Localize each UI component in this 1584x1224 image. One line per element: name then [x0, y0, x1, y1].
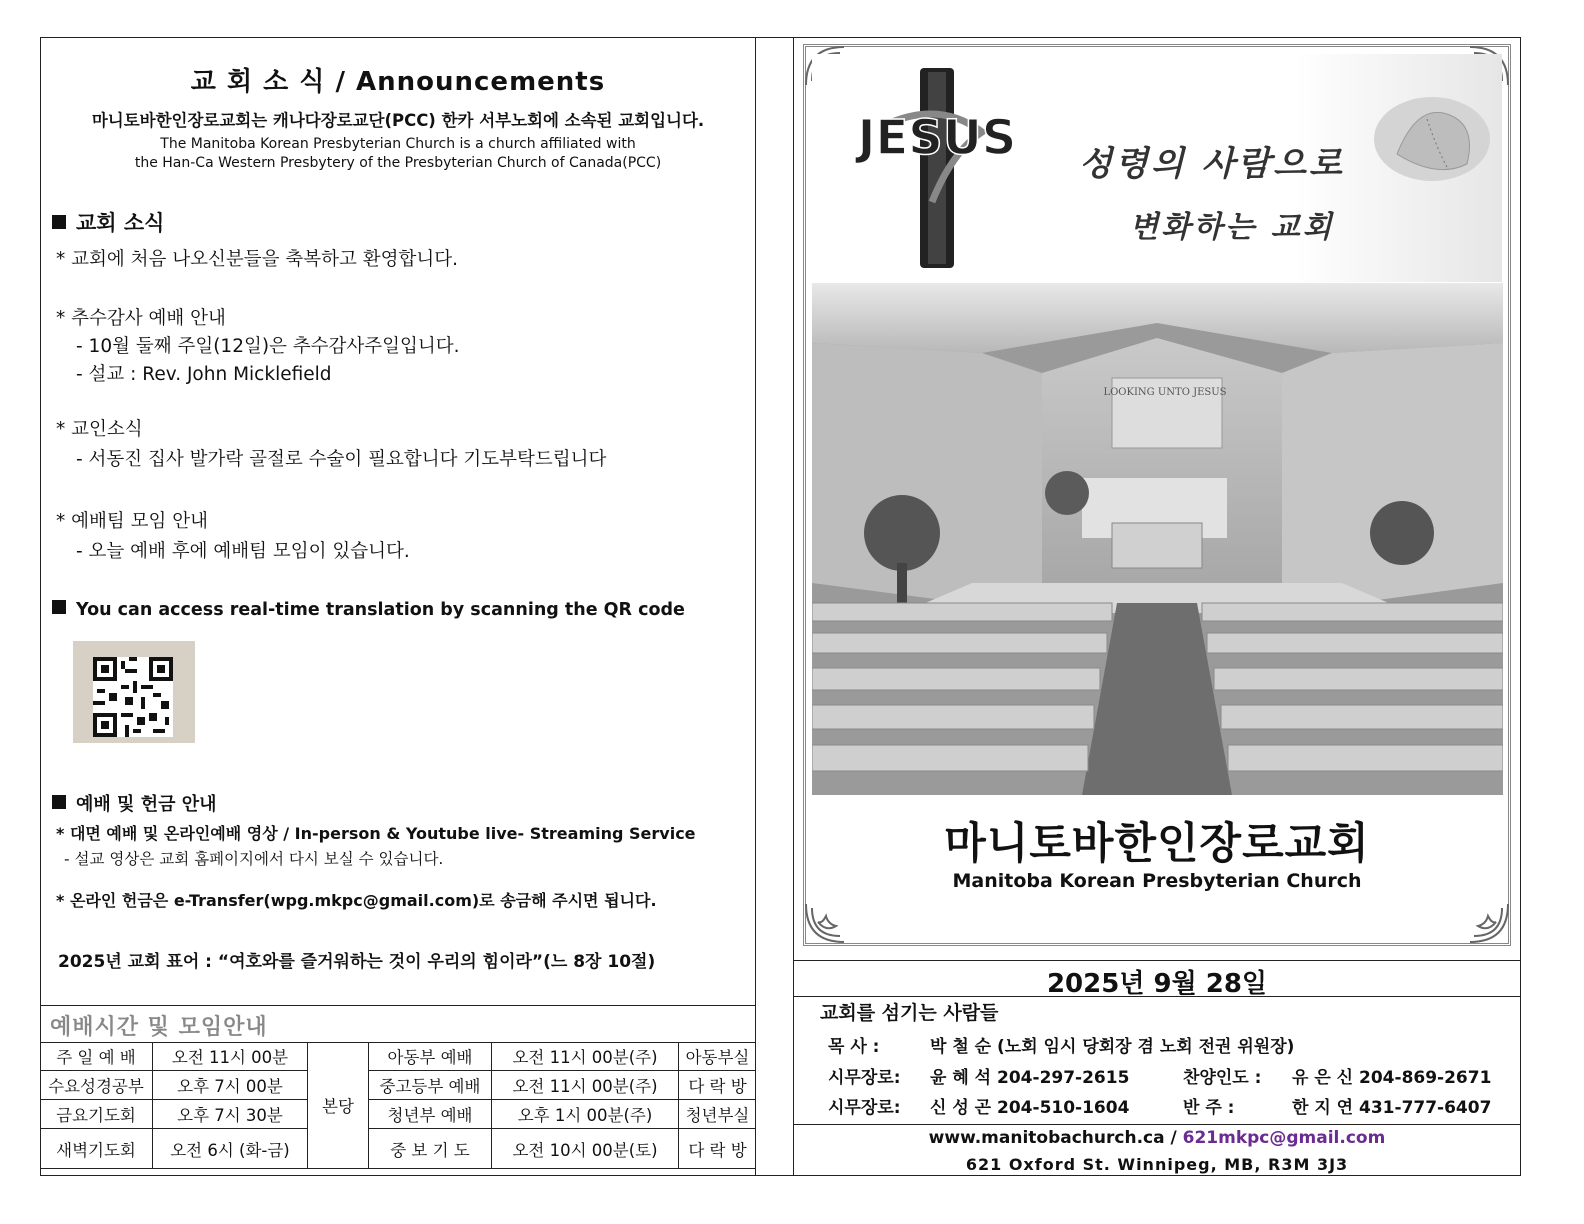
ornament-corner-icon: [1468, 902, 1510, 944]
table-row: [40, 1129, 756, 1169]
worship-service-info: * 대면 예배 및 온라인예배 영상 / In-person & Youtube live- Streaming Service: [56, 824, 696, 843]
schedule-time: 오후 1시 00분(주): [492, 1100, 679, 1129]
schedule-location: 다 락 방: [679, 1071, 757, 1100]
schedule-time: 오전 11시 00분(주): [492, 1071, 679, 1100]
church-motto: 2025년 교회 표어 : “여호와를 즐거워하는 것이 우리의 힘이라”(느 8장 10절): [58, 952, 656, 972]
schedule-name: 수요성경공부: [40, 1071, 153, 1100]
intro-english-line-1: The Manitoba Korean Presbyterian Church is a church affiliated with: [160, 136, 636, 152]
fold-line-right: [793, 37, 794, 1176]
pastor-name: 박 철 순 (노회 임시 당회장 겸 노회 전권 위원장): [930, 1037, 1295, 1057]
intro-korean: 마니토바한인장로교회는 캐나다장로교단(PCC) 한카 서부노회에 소속된 교회입니다.: [91, 111, 705, 130]
bulletin-date: 2025년 9월 28일: [1046, 969, 1268, 999]
slogan-line-1: 성령의 사람으로: [1079, 144, 1345, 184]
worship-team-item: - 오늘 예배 후에 예배팀 모임이 있습니다.: [76, 541, 410, 562]
schedule-time: 오전 11시 00분: [153, 1042, 308, 1071]
elder-1-contact: 윤 혜 석 204-297-2615: [930, 1068, 1130, 1088]
praise-leader-label: 찬양인도 :: [1183, 1068, 1262, 1088]
schedule-name: 아동부 예배: [369, 1042, 492, 1071]
email-link[interactable]: 621mkpc@gmail.com: [1182, 1128, 1386, 1148]
cover-banner: [812, 54, 1502, 282]
slogan-line-2: 변화하는 교회: [1129, 210, 1335, 245]
intro-english: [40, 135, 756, 173]
qr-code-icon: [93, 657, 173, 737]
online-offering-info: * 온라인 헌금은 e-Transfer(wpg.mkpc@gmail.com)로 송금해 주시면 됩니다.: [56, 891, 657, 910]
table-row: [40, 1071, 756, 1100]
svg-text:JESUS: JESUS: [857, 110, 1017, 166]
schedule-time: 오전 6시 (화-금): [153, 1129, 308, 1169]
sermon-video-info: - 설교 영상은 교회 홈페이지에서 다시 보실 수 있습니다.: [64, 850, 444, 868]
schedule-time: 오후 7시 30분: [153, 1100, 308, 1129]
thanksgiving-preacher: - 설교 : Rev. John Micklefield: [76, 364, 332, 385]
schedule-location: 청년부실: [679, 1100, 757, 1129]
contact-separator: /: [1164, 1128, 1183, 1148]
praying-hands-image: [1367, 84, 1497, 194]
divider: [793, 960, 1521, 961]
bullet-square-icon: [52, 215, 66, 229]
schedule-location: 다 락 방: [679, 1129, 757, 1169]
schedule-time: 오전 10시 00분(토): [492, 1129, 679, 1169]
servants-title: 교회를 섬기는 사람들: [820, 1002, 999, 1024]
schedule-name: 새벽기도회: [40, 1129, 153, 1169]
worship-team-heading: * 예배팀 모임 안내: [56, 511, 208, 532]
schedule-table: [40, 1042, 756, 1169]
divider: [793, 996, 1521, 997]
elder-2-contact: 신 성 곤 204-510-1604: [930, 1098, 1130, 1118]
elder-label: 시무장로:: [828, 1098, 901, 1118]
church-name-korean: 마니토바한인장로교회: [944, 819, 1370, 869]
pastor-label: 목 사 :: [828, 1037, 880, 1057]
ornament-corner-icon: [804, 902, 846, 944]
worship-offering-heading: 예배 및 헌금 안내: [52, 790, 217, 816]
divider: [793, 1124, 1521, 1125]
schedule-location: 아동부실: [679, 1042, 757, 1071]
schedule-name: 중 보 기 도: [369, 1129, 492, 1169]
news-heading: 교회 소식: [52, 207, 164, 237]
table-row: [40, 1100, 756, 1129]
intro-english-line-2: the Han-Ca Western Presbytery of the Presbyterian Church of Canada(PCC): [134, 155, 662, 171]
website-link[interactable]: www.manitobachurch.ca: [928, 1128, 1165, 1148]
thanksgiving-date: - 10월 둘째 주일(12일)은 추수감사주일입니다.: [76, 336, 460, 357]
sanctuary-illustration: [812, 283, 1503, 795]
table-row: [40, 1042, 756, 1071]
church-address: 621 Oxford St. Winnipeg, MB, R3M 3J3: [965, 1155, 1349, 1174]
schedule-title: 예배시간 및 모임안내: [50, 1015, 268, 1040]
welcome-text: * 교회에 처음 나오신분들을 축복하고 환영합니다.: [56, 249, 458, 270]
schedule-name: 금요기도회: [40, 1100, 153, 1129]
member-news-item: - 서동진 집사 발가락 골절로 수술이 필요합니다 기도부탁드립니다: [76, 449, 607, 470]
thanksgiving-heading: * 추수감사 예배 안내: [56, 308, 226, 329]
schedule-name: 청년부 예배: [369, 1100, 492, 1129]
sanctuary-photo: [812, 283, 1503, 795]
accompanist-contact: 한 지 연 431-777-6407: [1292, 1098, 1492, 1118]
qr-heading: You can access real-time translation by scanning the QR code: [52, 600, 685, 620]
svg-text:LOOKING UNTO JESUS: LOOKING UNTO JESUS: [1103, 387, 1227, 398]
schedule-name: 중고등부 예배: [369, 1071, 492, 1100]
bullet-square-icon: [52, 600, 66, 614]
schedule-time: 오후 7시 00분: [153, 1071, 308, 1100]
contact-web: [793, 1128, 1521, 1148]
schedule-name: 주 일 예 배: [40, 1042, 153, 1071]
jesus-cross-logo: [852, 62, 1022, 272]
schedule-location: 본당: [308, 1042, 369, 1169]
accompanist-label: 반 주 :: [1183, 1098, 1235, 1118]
bullet-square-icon: [52, 795, 66, 809]
announcements-title: 교 회 소 식 / Announcements: [190, 67, 606, 97]
praise-leader-contact: 유 은 신 204-869-2671: [1292, 1068, 1492, 1088]
member-news-heading: * 교인소식: [56, 419, 143, 440]
schedule-title-bar: [40, 1005, 756, 1043]
qr-code-image[interactable]: [73, 641, 195, 743]
schedule-time: 오전 11시 00분(주): [492, 1042, 679, 1071]
church-name-english: Manitoba Korean Presbyterian Church: [952, 870, 1362, 892]
elder-label: 시무장로:: [828, 1068, 901, 1088]
